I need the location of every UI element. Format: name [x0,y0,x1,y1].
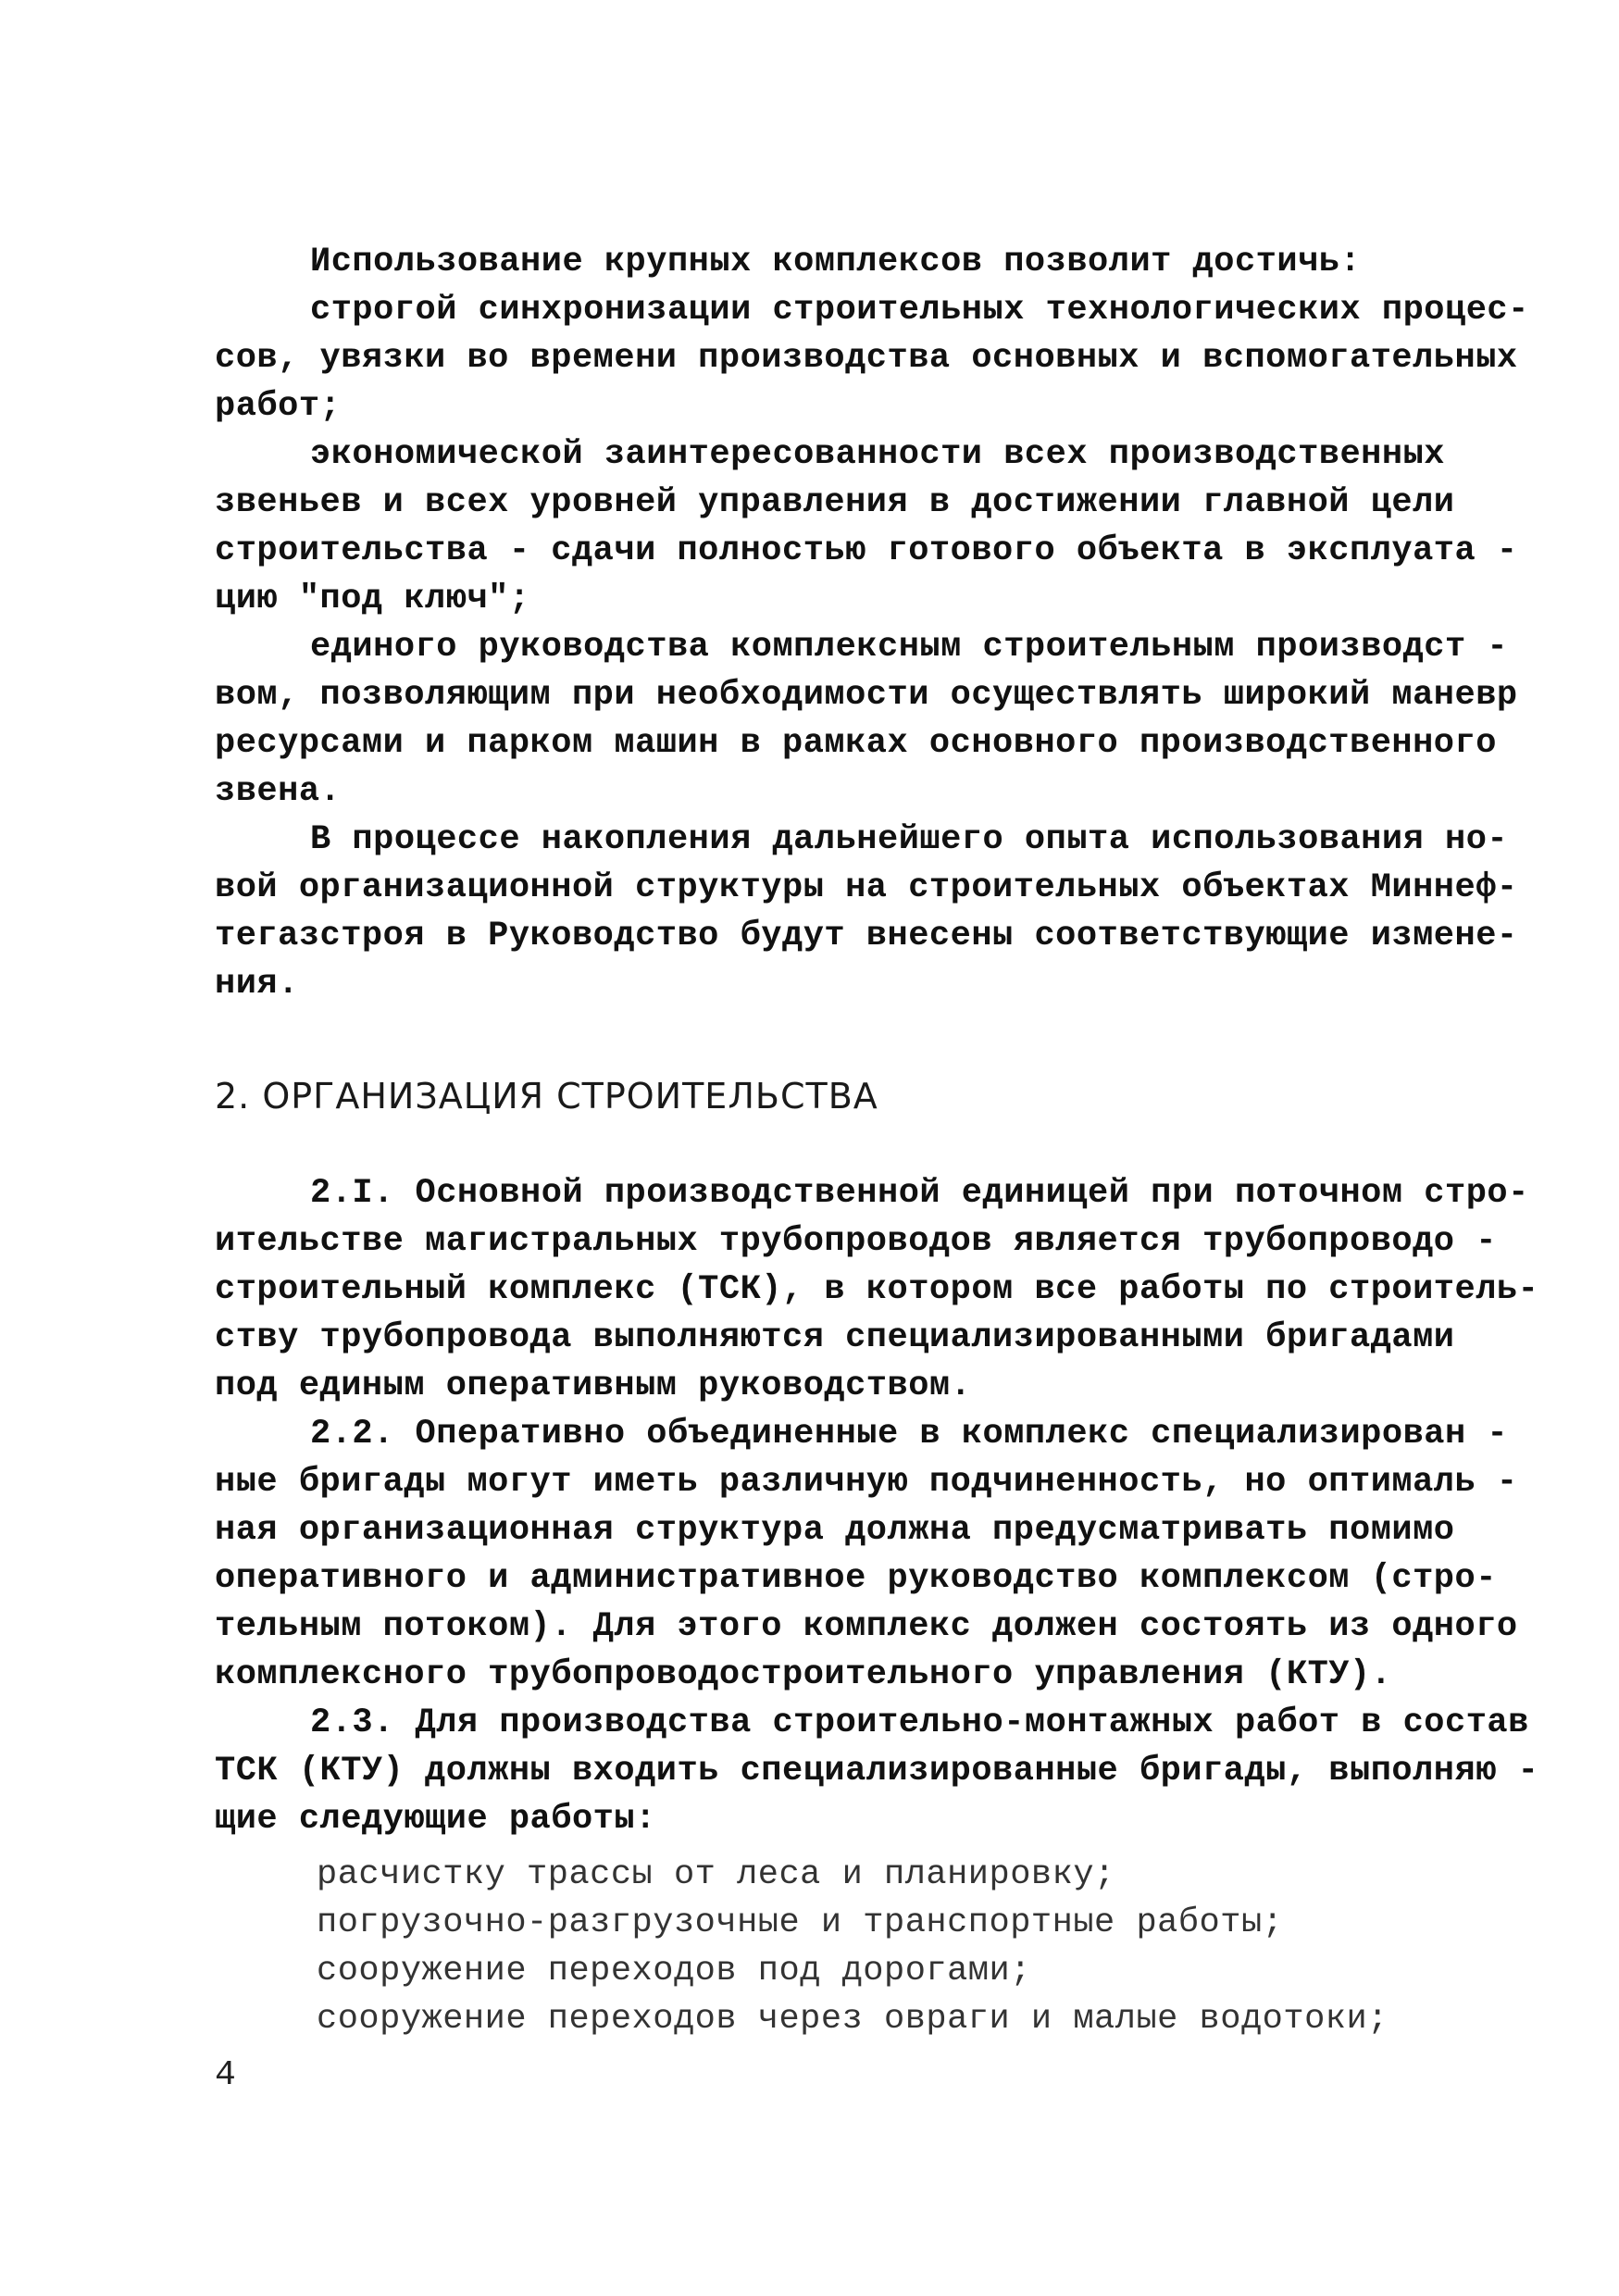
section-line-4: ству трубопровода выполняются специализированными бригадами [215,1318,1455,1357]
section-line-11: комплексного трубопроводостроительного управления (КТУ). [215,1655,1392,1694]
section-line-13: ТСК (КТУ) должны входить специализированные бригады, выполняю - [215,1752,1539,1791]
work-list-item: расчистку трассы от леса и планировку; [317,1855,1115,1894]
section-line-10: тельным потоком). Для этого комплекс должен состоять из одного [215,1607,1518,1646]
section-line-14: щие следующие работы: [215,1800,656,1839]
section-line-6: 2.2. Оперативно объединенные в комплекс специализирован - [310,1415,1509,1454]
intro-line-1: Использование крупных комплексов позволит достичь: [310,243,1362,281]
section-line-1: 2.I. Основной производственной единицей при поточном стро- [310,1174,1529,1213]
page-number: 4 [215,2055,236,2095]
work-list-item: погрузочно-разгрузочные и транспортные работы; [317,1903,1284,1942]
section-heading: 2. ОРГАНИЗАЦИЯ СТРОИТЕЛЬСТВА [215,1076,878,1117]
intro-line-15: тегазстроя в Руководство будут внесены соответствующие измене- [215,917,1518,955]
intro-line-3: сов, увязки во времени производства основных и вспомогательных [215,339,1518,378]
intro-line-9: единого руководства комплексным строительным производст - [310,628,1509,667]
intro-line-6: звеньев и всех уровней управления в достижении главной цели [215,483,1455,522]
intro-line-14: вой организационной структуры на строительных объектах Миннеф- [215,868,1518,907]
intro-line-13: В процессе накопления дальнейшего опыта использования но- [310,820,1509,859]
work-list-item: сооружение переходов под дорогами; [317,1952,1031,1990]
intro-line-8: цию "под ключ"; [215,580,530,618]
work-list-item: сооружение переходов через овраги и малые водотоки; [317,2000,1389,2039]
intro-line-11: ресурсами и парком машин в рамках основного производственного [215,724,1497,763]
section-line-3: строительный комплекс (ТСК), в котором все работы по строитель- [215,1270,1539,1309]
section-line-7: ные бригады могут иметь различную подчиненность, но оптималь - [215,1463,1518,1502]
section-line-5: под единым оперативным руководством. [215,1366,972,1405]
intro-line-5: экономической заинтересованности всех производственных [310,435,1445,474]
intro-line-2: строгой синхронизации строительных технологических процес- [310,291,1529,330]
section-line-2: ительстве магистральных трубопроводов является трубопроводо - [215,1222,1497,1261]
section-line-9: оперативного и административное руководство комплексом (стро- [215,1559,1497,1598]
intro-line-16: ния. [215,965,299,1004]
intro-line-7: строительства - сдачи полностью готового объекта в эксплуата - [215,531,1518,570]
intro-line-10: вом, позволяющим при необходимости осуществлять широкий маневр [215,676,1518,715]
intro-line-12: звена. [215,772,342,811]
section-line-12: 2.3. Для производства строительно-монтажных работ в состав [310,1703,1529,1742]
intro-line-4: работ; [215,387,342,426]
section-line-8: ная организационная структура должна предусматривать помимо [215,1511,1455,1550]
